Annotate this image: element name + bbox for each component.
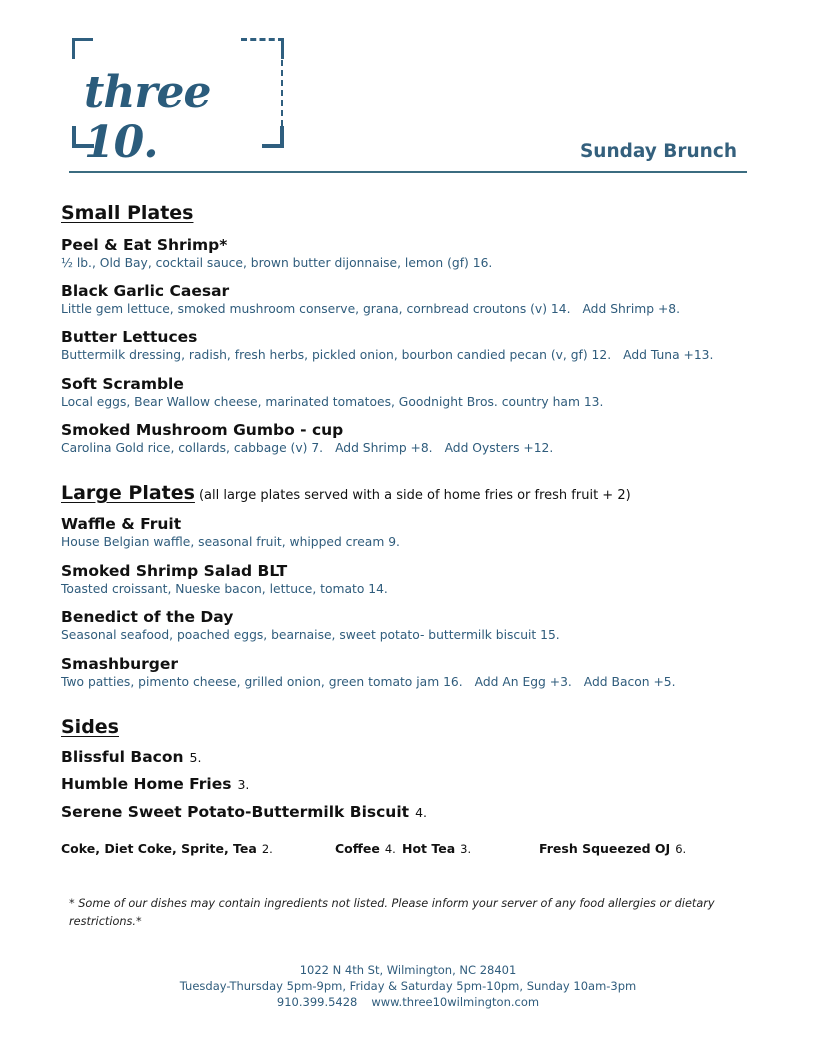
allergy-disclaimer: * Some of our dishes may contain ingredients not listed. Please inform your server of any food allergies or dietary restrictions.* [69,897,715,928]
drink-item: Fresh Squeezed OJ 6. [539,841,687,856]
section-title-large-plates: Large Plates (all large plates served with a side of home fries or fresh fruit + 2) [61,482,631,504]
footer [0,962,816,1010]
item-description: House Belgian waffle, seasonal fruit, whipped cream 9. [61,535,400,549]
logo-text: three 10. [84,67,211,168]
item-addon: Add Oysters +12. [444,441,554,455]
menu-item [61,420,553,457]
item-description: Seasonal seafood, poached eggs, bearnaise, sweet potato- buttermilk biscuit 15. [61,628,560,642]
item-description: Buttermilk dressing, radish, fresh herbs, pickled onion, bourbon candied pecan (v, gf) 12. Add Tuna +13. [61,348,714,362]
logo [72,38,284,168]
item-name: Benedict of the Day [61,608,234,626]
item-description: Toasted croissant, Nueske bacon, lettuce, tomato 14. [61,582,388,596]
drink-item: Coke, Diet Coke, Sprite, Tea 2. [61,841,273,856]
side-item: Serene Sweet Potato-Buttermilk Biscuit 4. [61,803,427,821]
menu-item [61,374,603,411]
header-divider [69,171,747,173]
item-name: Smashburger [61,655,179,673]
item-description: Carolina Gold rice, collards, cabbage (v) 7. Add Shrimp +8. Add Oysters +12. [61,441,554,455]
section-note: (all large plates served with a side of home fries or fresh fruit + 2) [198,488,631,503]
item-name: Peel & Eat Shrimp* [61,236,228,254]
item-description: Two patties, pimento cheese, grilled onion, green tomato jam 16. Add An Egg +3. Add Bacon +5. [61,675,676,689]
item-addon: Add Bacon +5. [583,675,676,689]
item-name: Soft Scramble [61,375,184,393]
footer-hours: Tuesday-Thursday 5pm-9pm, Friday & Saturday 5pm-10pm, Sunday 10am-3pm [179,979,637,993]
item-description: Little gem lettuce, smoked mushroom conserve, grana, cornbread croutons (v) 14. Add Shrimp +8. [61,302,681,316]
section-title-small-plates: Small Plates [61,202,194,224]
menu-item [61,281,680,318]
drink-item: Coffee 4. [335,841,396,856]
menu-title: Sunday Brunch [579,141,737,162]
item-name: Waffle & Fruit [61,515,182,533]
item-addon: Add Shrimp +8. [335,441,433,455]
menu-item [61,514,400,551]
item-addon: Add Shrimp +8. [582,302,681,316]
item-description: ½ lb., Old Bay, cocktail sauce, brown butter dijonnaise, lemon (gf) 16. [61,256,493,270]
item-name: Black Garlic Caesar [61,282,230,300]
menu-item [61,654,676,691]
item-name: Butter Lettuces [61,328,198,346]
side-price: 4. [415,805,427,820]
menu-item [61,235,492,272]
footer-website[interactable]: www.three10wilmington.com [371,995,540,1009]
menu-item [61,327,713,364]
item-addon: Add An Egg +3. [474,675,572,689]
logo-corner-top-left [72,38,93,59]
footer-phone: 910.399.5428 [276,995,358,1009]
logo-corner-top-right [241,38,284,59]
drink-item: Hot Tea 3. [402,841,472,856]
menu-item [61,561,388,598]
item-name: Smoked Mushroom Gumbo - cup [61,421,344,439]
footer-contact [0,994,816,1010]
menu-item [61,607,560,644]
item-addon: Add Tuna +13. [623,348,714,362]
side-item: Blissful Bacon 5. [61,748,202,766]
side-price: 5. [189,750,202,765]
side-price: 3. [237,777,250,792]
item-description: Local eggs, Bear Wallow cheese, marinated tomatoes, Goodnight Bros. country ham 13. [61,395,604,409]
item-name: Smoked Shrimp Salad BLT [61,562,288,580]
side-item: Humble Home Fries 3. [61,775,250,793]
footer-address: 1022 N 4th St, Wilmington, NC 28401 [299,963,517,977]
section-title-sides: Sides [61,716,119,738]
